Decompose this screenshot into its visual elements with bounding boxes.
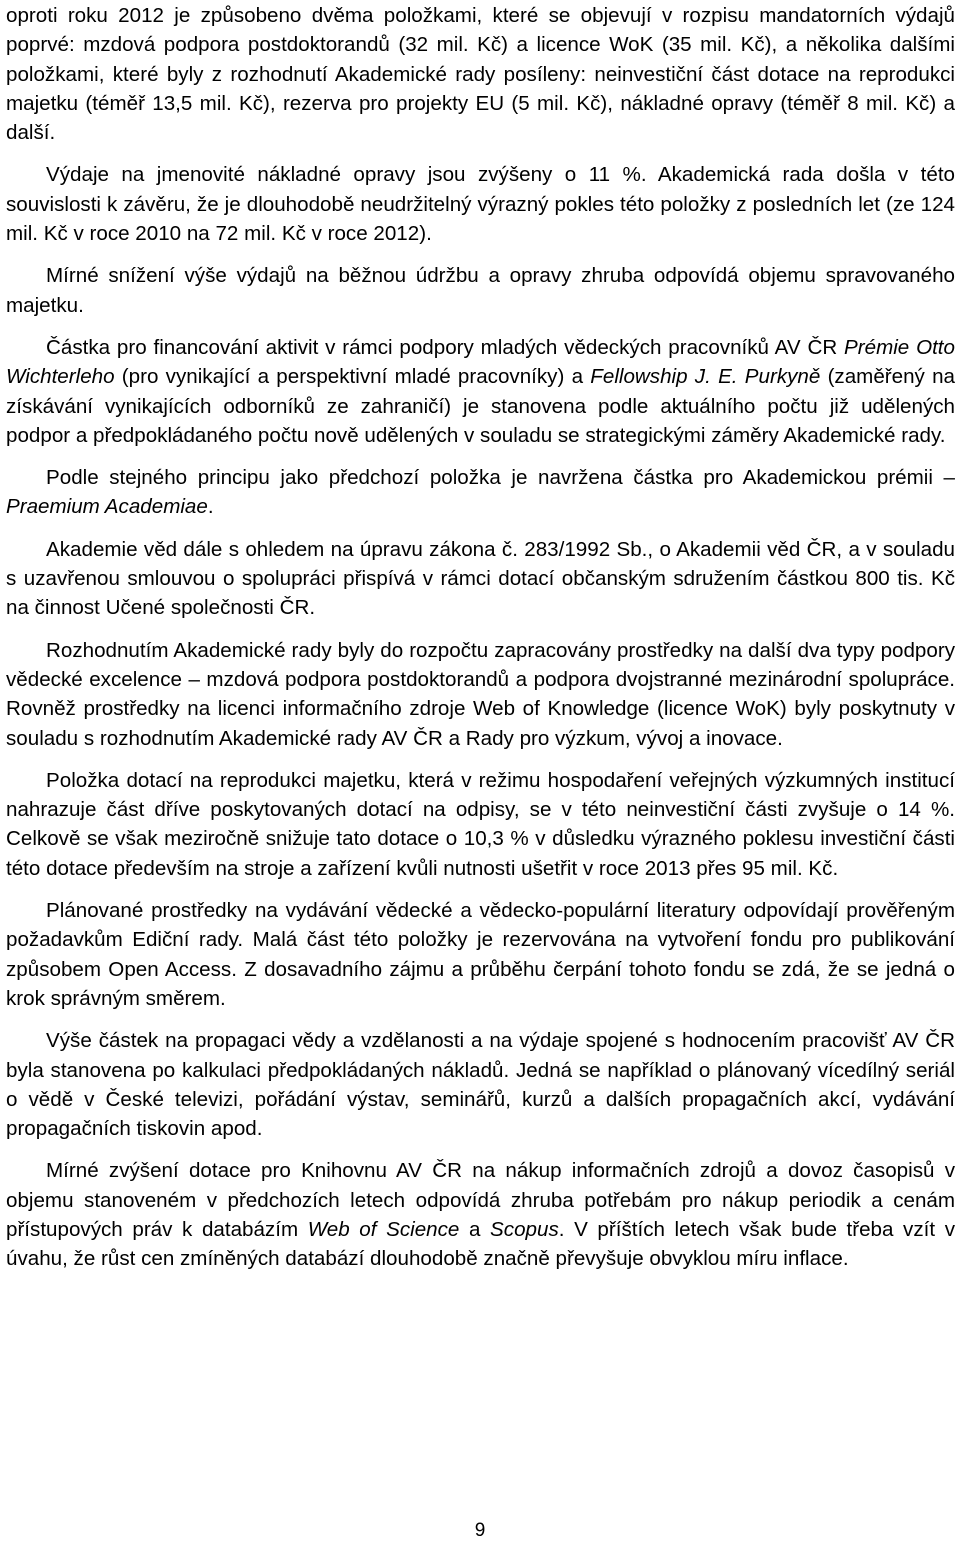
paragraph-repairs: [6, 160, 955, 248]
text-segment: (pro vynikající a perspektivní mladé pracovníky) a: [114, 365, 591, 389]
text-segment: .: [207, 495, 214, 519]
paragraph-literature-publishing: [6, 896, 955, 1013]
text-segment: Podle stejného principu jako předchozí položka je navržena částka pro Akademickou prémii –: [46, 466, 955, 490]
paragraph-maintenance: [6, 261, 955, 320]
paragraph-praemium-academiae: [6, 463, 955, 522]
text-segment: . V příštích letech však bude třeba vzít v úvahu, že růst cen zmíněných databází dlouhodobě značně převyšuje obvyklou míru inflace.: [6, 1217, 955, 1271]
text-segment: Položka dotací na reprodukci majetku, která v režimu hospodaření veřejných výzkumných institucí nahrazuje část dříve poskytovaných dotací na odpisy, se v této neinvestiční části zvyšuje o 14 %. Celkově se však meziročně snižuje tato dotace o 10,3 % v důsledku výrazného poklesu investiční části této dotace především na stroje a zařízení kvůli nutnosti ušetřit v roce 2013 přes 95 mil. Kč.: [6, 768, 955, 880]
text-segment: Rozhodnutím Akademické rady byly do rozpočtu zapracovány prostředky na další dva typy podpory vědecké excelence – mzdová podpora postdoktorandů a podpora dvojstranné mezinárodní spolupráce. Rovněž prostředky na licenci informačního zdroje Web of Knowledge (licence WoK) byly poskytnuty v souladu s rozhodnutím Akademické rady AV ČR a Rady pro výzkum, vývoj a inovace.: [6, 638, 955, 750]
document-page: [6, 1, 955, 1287]
text-segment: oproti roku 2012 je způsobeno dvěma položkami, které se objevují v rozpisu mandatorních výdajů poprvé: mzdová podpora postdoktorandů (32 mil. Kč) a licence WoK (35 mil. Kč), a několika dalšími položkami, které byly z rozhodnutí Akademické rady posíleny: neinvestiční část dotace na reprodukci majetku (téměř 13,5 mil. Kč), rezerva pro projekty EU (5 mil. Kč), nákladné opravy (téměř 8 mil. Kč) a další.: [6, 4, 955, 145]
text-segment: a: [459, 1217, 491, 1241]
page-number: 9: [474, 1520, 486, 1541]
text-segment: (zaměřený na získávání vynikajících odborníků ze zahraničí) je stanovena podle aktuálního počtu již udělených podpor a předpokládaného počtu nově udělených v souladu se strategickými záměry Akademické rady.: [6, 365, 955, 447]
text-segment: Výše částek na propagaci vědy a vzdělanosti a na výdaje spojené s hodnocením pracovišť AV ČR byla stanovena po kalkulaci předpokládaných nákladů. Jedná se například o plánovaný vícedílný seriál o vědě v České televizi, pořádání výstav, seminářů, kurzů a dalších propagačních akcí, vydávání propagačních tiskovin apod.: [6, 1029, 955, 1141]
text-segment: Mírné snížení výše výdajů na běžnou údržbu a opravy zhruba odpovídá objemu spravovaného majetku.: [6, 264, 955, 317]
paragraph-library-funding: [6, 1156, 955, 1273]
text-segment: Mírné zvýšení dotace pro Knihovnu AV ČR na nákup informačních zdrojů a dovoz časopisů v objemu stanoveném v předchozích letech odpovídá zhruba potřebám pro nákup periodik a cenám přístupových práv k databázím: [6, 1159, 955, 1241]
text-segment: Akademie věd dále s ohledem na úpravu zákona č. 283/1992 Sb., o Akademii věd ČR, a v souladu s uzavřenou smlouvou o spolupráci přispívá v rámci dotací občanským sdružením částkou 800 tis. Kč na činnost Učené společnosti ČR.: [6, 537, 955, 620]
paragraph-young-researchers: [6, 333, 955, 450]
italic-text-segment: Web of Science: [307, 1217, 460, 1241]
text-segment: Částka pro financování aktivit v rámci podpory mladých vědeckých pracovníků AV ČR: [46, 335, 845, 359]
paragraph-science-promotion: [6, 1026, 955, 1143]
paragraph-budget-increase: [6, 1, 955, 147]
paragraph-property-reproduction: [6, 766, 955, 883]
italic-text-segment: Prémie Otto Wichterleho: [6, 335, 955, 389]
italic-text-segment: Praemium Academiae: [6, 495, 208, 519]
text-segment: Výdaje na jmenovité nákladné opravy jsou zvýšeny o 11 %. Akademická rada došla v této souvislosti k závěru, že je dlouhodobě neudržitelný výrazný pokles této položky z posledních let (ze 124 mil. Kč v roce 2010 na 72 mil. Kč v roce 2012).: [6, 163, 955, 246]
text-segment: Plánované prostředky na vydávání vědecké a vědecko-populární literatury odpovídají prověřeným požadavkům Ediční rady. Malá část této položky je rezervována na vytvoření fondu pro publikování způsobem Open Access. Z dosavadního zájmu a průběhu čerpání tohoto fondu se zdá, že se jedná o krok správným směrem.: [6, 899, 955, 1010]
paragraph-learned-society: [6, 535, 955, 623]
italic-text-segment: Fellowship J. E. Purkyně: [590, 365, 821, 389]
italic-text-segment: Scopus: [490, 1217, 559, 1241]
paragraph-excellence-support: [6, 636, 955, 753]
